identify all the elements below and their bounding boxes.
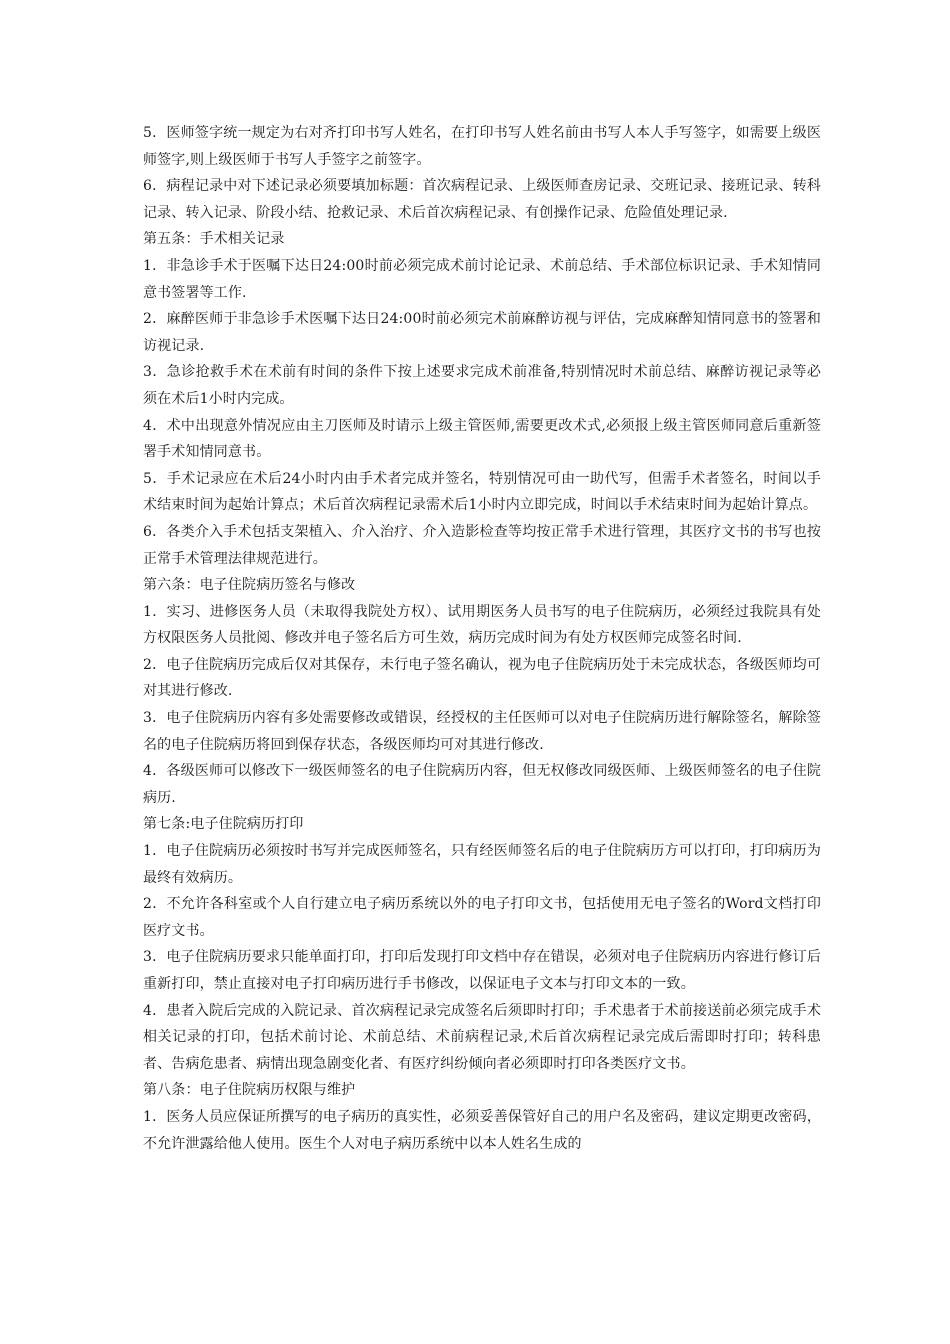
print-item-2: 2．不允许各科室或个人自行建立电子病历系统以外的电子打印文书，包括使用无电子签名的Word文档打印医疗文书。 [143, 896, 821, 939]
section-heading-5: 第五条：手术相关记录 [143, 231, 285, 248]
print-item-4: 4．患者入院后完成的入院记录、首次病程记录完成签名后须即时打印；手术患者于术前接送前必须完成手术相关记录的打印，包括术前讨论、术前总结、术前病程记录,术后首次病程记录完成后需即时打印；转科患者、告病危患者、病情出现急剧变化者、有医疗纠纷倾向者必须即时打印各类医疗文书。 [143, 1002, 821, 1072]
rule-6-titles: 6．病程记录中对下述记录必须要填加标题：首次病程记录、上级医师查房记录、交班记录、接班记录、转科记录、转入记录、阶段小结、抢救记录、术后首次病程记录、有创操作记录、危险值处理记录. [143, 178, 821, 221]
signature-item-3: 3．电子住院病历内容有多处需要修改或错误，经授权的主任医师可以对电子住院病历进行解除签名，解除签名的电子住院病历将回到保存状态，各级医师均可对其进行修改. [143, 710, 821, 753]
section-heading-8: 第八条：电子住院病历权限与维护 [143, 1082, 356, 1099]
signature-item-4: 4．各级医师可以修改下一级医师签名的电子住院病历内容，但无权修改同级医师、上级医师签名的电子住院病历. [143, 763, 821, 806]
rule-5-signature: 5．医师签字统一规定为右对齐打印书写人姓名，在打印书写人姓名前由书写人本人手写签字，如需要上级医师签字,则上级医师于书写人手签字之前签字。 [143, 125, 821, 168]
surgery-item-5: 5．手术记录应在术后24小时内由手术者完成并签名，特别情况可由一助代写，但需手术者签名，时间以手术结束时间为起始计算点；术后首次病程记录需术后1小时内立即完成，时间以手术结束时间为起始计算点。 [143, 470, 821, 514]
surgery-item-3: 3．急诊抢救手术在术前有时间的条件下按上述要求完成术前准备,特别情况时术前总结、麻醉访视记录等必须在术后1小时内完成。 [143, 364, 821, 407]
print-item-1: 1．电子住院病历必须按时书写并完成医师签名，只有经医师签名后的电子住院病历方可以打印，打印病历为最终有效病历。 [143, 843, 821, 886]
section-heading-7: 第七条:电子住院病历打印 [143, 816, 304, 833]
surgery-item-6: 6．各类介入手术包括支架植入、介入治疗、介入造影检查等均按正常手术进行管理，其医疗文书的书写也按正常手术管理法律规范进行。 [143, 523, 821, 567]
permission-item-1: 1．医务人员应保证所撰写的电子病历的真实性，必须妥善保管好自己的用户名及密码，建议定期更改密码，不允许泄露给他人使用。医生个人对电子病历系统中以本人姓名生成的 [143, 1108, 821, 1152]
signature-item-1: 1．实习、进修医务人员（未取得我院处方权）、试用期医务人员书写的电子住院病历，必须经过我院具有处方权限医务人员批阅、修改并电子签名后方可生效，病历完成时间为有处方权医师完成签名时间. [143, 603, 821, 647]
surgery-item-1: 1．非急诊手术于医嘱下达日24:00时前必须完成术前讨论记录、术前总结、手术部位标识记录、手术知情同意书签署等工作. [143, 257, 821, 301]
surgery-item-2: 2．麻醉医师于非急诊手术医嘱下达日24:00时前必须完术前麻醉访视与评估，完成麻醉知情同意书的签署和访视记录. [143, 311, 821, 354]
print-item-3: 3．电子住院病历要求只能单面打印，打印后发现打印文档中存在错误，必须对电子住院病历内容进行修订后重新打印，禁止直接对电子打印病历进行手书修改，以保证电子文本与打印文本的一致。 [143, 949, 821, 992]
section-heading-6: 第六条：电子住院病历签名与修改 [143, 577, 356, 594]
surgery-item-4: 4．术中出现意外情况应由主刀医师及时请示上级主管医师,需要更改术式,必须报上级主管医师同意后重新签署手术知情同意书。 [143, 417, 821, 461]
signature-item-2: 2．电子住院病历完成后仅对其保存，未行电子签名确认，视为电子住院病历处于未完成状态，各级医师均可对其进行修改. [143, 656, 821, 700]
document-body [143, 120, 821, 1157]
